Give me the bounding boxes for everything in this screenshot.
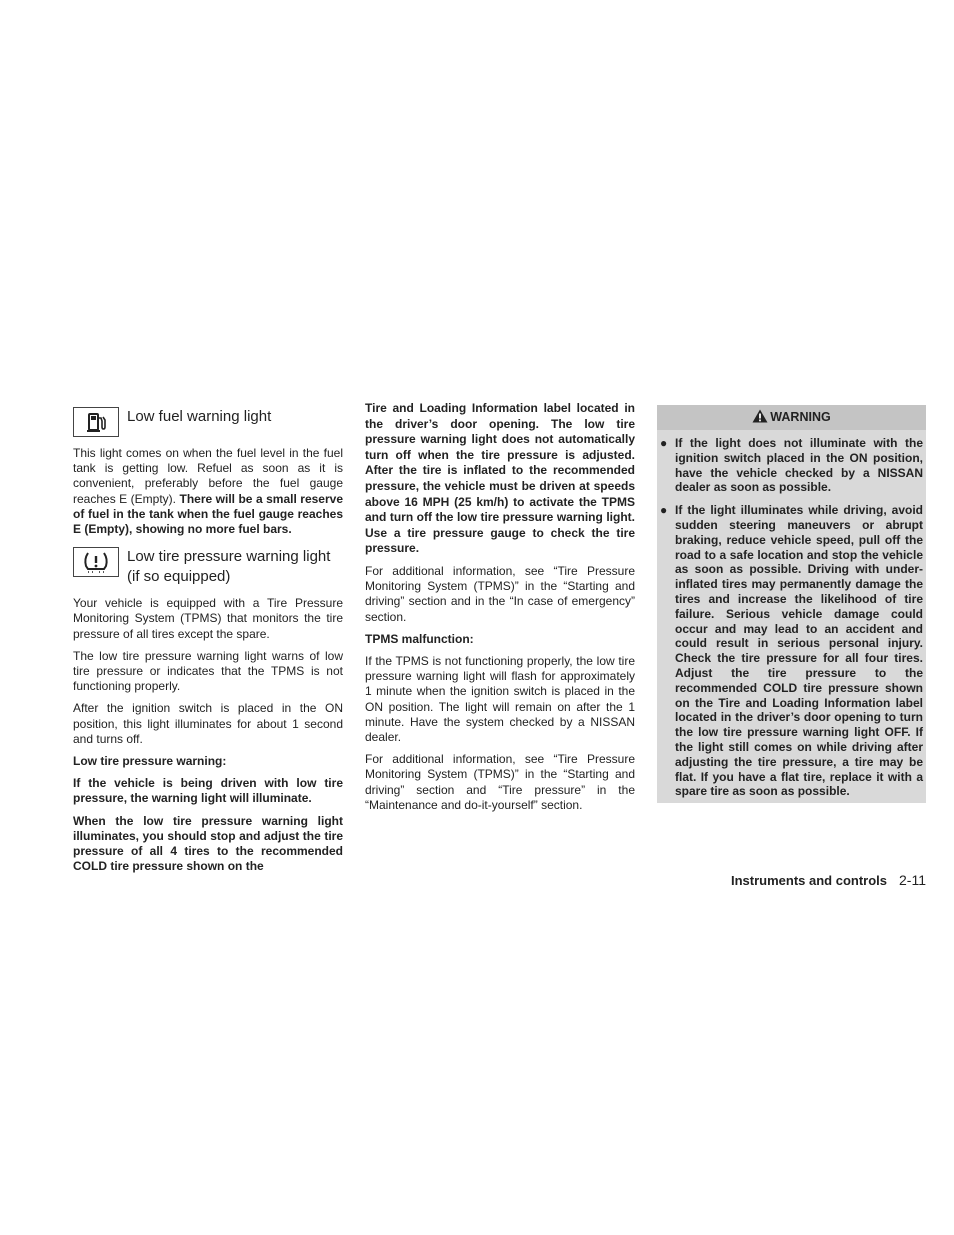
warning-triangle-icon	[752, 409, 768, 423]
warning-bullet: ● If the light illuminates while driving, avoid sudden steering maneuvers or abrupt braking, reduce vehicle speed, pull off the road to a safe location and stop the vehicle as soon as possible. Driving with under-inflated tires may permanently damage the tires and increase the likelihood of tire failure. Serious vehicle damage could occur and may lead to an accident and could result in serious personal injury. Check the tire pressure for all four tires. Adjust the tire pressure to the recommended COLD tire pressure shown on the Tire and Loading Information label located in the driver’s door opening to turn the low tire pressure warning light OFF. If the light still comes on while driving after adjusting the tire pressure, a tire may be flat. If you have a flat tire, replace it with a spare tire as soon as possible.	[660, 503, 923, 799]
warning-bullet-text: If the light illuminates while driving, avoid sudden steering maneuvers or abrupt braking, reduce vehicle speed, pull off the road to a safe location and stop the vehicle as soon as possible. Driving with under-inflated tires may permanently damage the tires and increase the likelihood of tire failure. Serious vehicle damage could occur and may lead to an accident and could result in serious personal injury. Check the tire pressure for all four tires. Adjust the tire pressure to the recommended COLD tire pressure shown on the Tire and Loading Information label located in the driver’s door opening to turn the low tire pressure warning light OFF. If the light still comes on while driving after adjusting the tire pressure, a tire may be flat. If you have a flat tire, replace it with a spare tire as soon as possible.	[675, 503, 923, 799]
tire-paragraph-1: Your vehicle is equipped with a Tire Pressure Monitoring System (TPMS) that monitors the tire pressure of all tires except the spare.	[73, 596, 343, 641]
section-name: Instruments and controls	[730, 873, 888, 888]
tpms-malfunction-paragraph: If the TPMS is not functioning properly, the low tire pressure warning light will flash for approximately 1 minute when the ignition switch is placed in the ON position. The light will remain on after the 1 minute. Have the system checked by a NISSAN dealer.	[365, 653, 635, 744]
warning-bullet: ● If the light does not illuminate with the ignition switch placed in the ON position, have the vehicle checked by a NISSAN dealer as soon as possible.	[660, 436, 923, 495]
page-number: 2-11	[899, 872, 926, 888]
additional-info-2: For additional information, see “Tire Pressure Monitoring System (TPMS)” in the “Starting and driving” section and “Tire pressure” in the “Maintenance and do-it-yourself” section.	[365, 752, 635, 812]
page-footer	[640, 871, 926, 890]
low-tire-title: Low tire pressure warning light (if so equipped)	[127, 548, 331, 586]
tire-paragraph-3: After the ignition switch is placed in the ON position, this light illuminates for about 1 second and turns off.	[73, 701, 343, 746]
continued-paragraph: Tire and Loading Information label located in the driver’s door opening. The low tire pressure warning light does not automatically turn off when the tire pressure is adjusted. After the tire is inflated to the recommended pressure, the vehicle must be driven at speeds above 16 MPH (25 km/h) to activate the TPMS and turn off the low tire pressure warning light. Use a tire pressure gauge to check the tire pressure.	[365, 401, 635, 556]
tpms-malfunction-heading: TPMS malfunction:	[365, 631, 474, 646]
column-3	[657, 405, 926, 803]
warning-header	[657, 405, 926, 430]
column-2	[365, 401, 635, 820]
low-fuel-heading	[73, 407, 343, 437]
warning-title: WARNING	[770, 410, 831, 424]
low-tire-warning-heading: Low tire pressure warning:	[73, 754, 227, 769]
tire-pressure-icon	[73, 547, 119, 577]
fuel-pump-icon	[73, 407, 119, 437]
additional-info-1: For additional information, see “Tire Pressure Monitoring System (TPMS)” in the “Starting and driving” section and in the “In case of emergency” section.	[365, 563, 635, 624]
low-tire-paragraph-2: When the low tire pressure warning light illuminates, you should stop and adjust the tire pressure of all 4 tires to the recommended COLD tire pressure shown on the	[73, 813, 343, 874]
low-fuel-description: This light comes on when the fuel level in the fuel tank is getting low. Refuel as soon as it is convenient, preferably before the fuel gauge reaches E (Empty). There will be a small reserve of fuel in the tank when the fuel gauge reaches E (Empty), showing no more fuel bars.	[73, 446, 343, 537]
warning-bullet-text: If the light does not illuminate with the ignition switch placed in the ON position, have the vehicle checked by a NISSAN dealer as soon as possible.	[675, 436, 923, 495]
column-1	[73, 401, 343, 881]
low-tire-paragraph-1: If the vehicle is being driven with low tire pressure, the warning light will illuminate.	[73, 776, 343, 806]
tire-paragraph-2: The low tire pressure warning light warns of low tire pressure or indicates that the TPMS is not functioning properly.	[73, 648, 343, 694]
low-fuel-title: Low fuel warning light	[127, 408, 272, 425]
warning-box	[657, 405, 926, 803]
low-tire-heading	[73, 547, 343, 587]
